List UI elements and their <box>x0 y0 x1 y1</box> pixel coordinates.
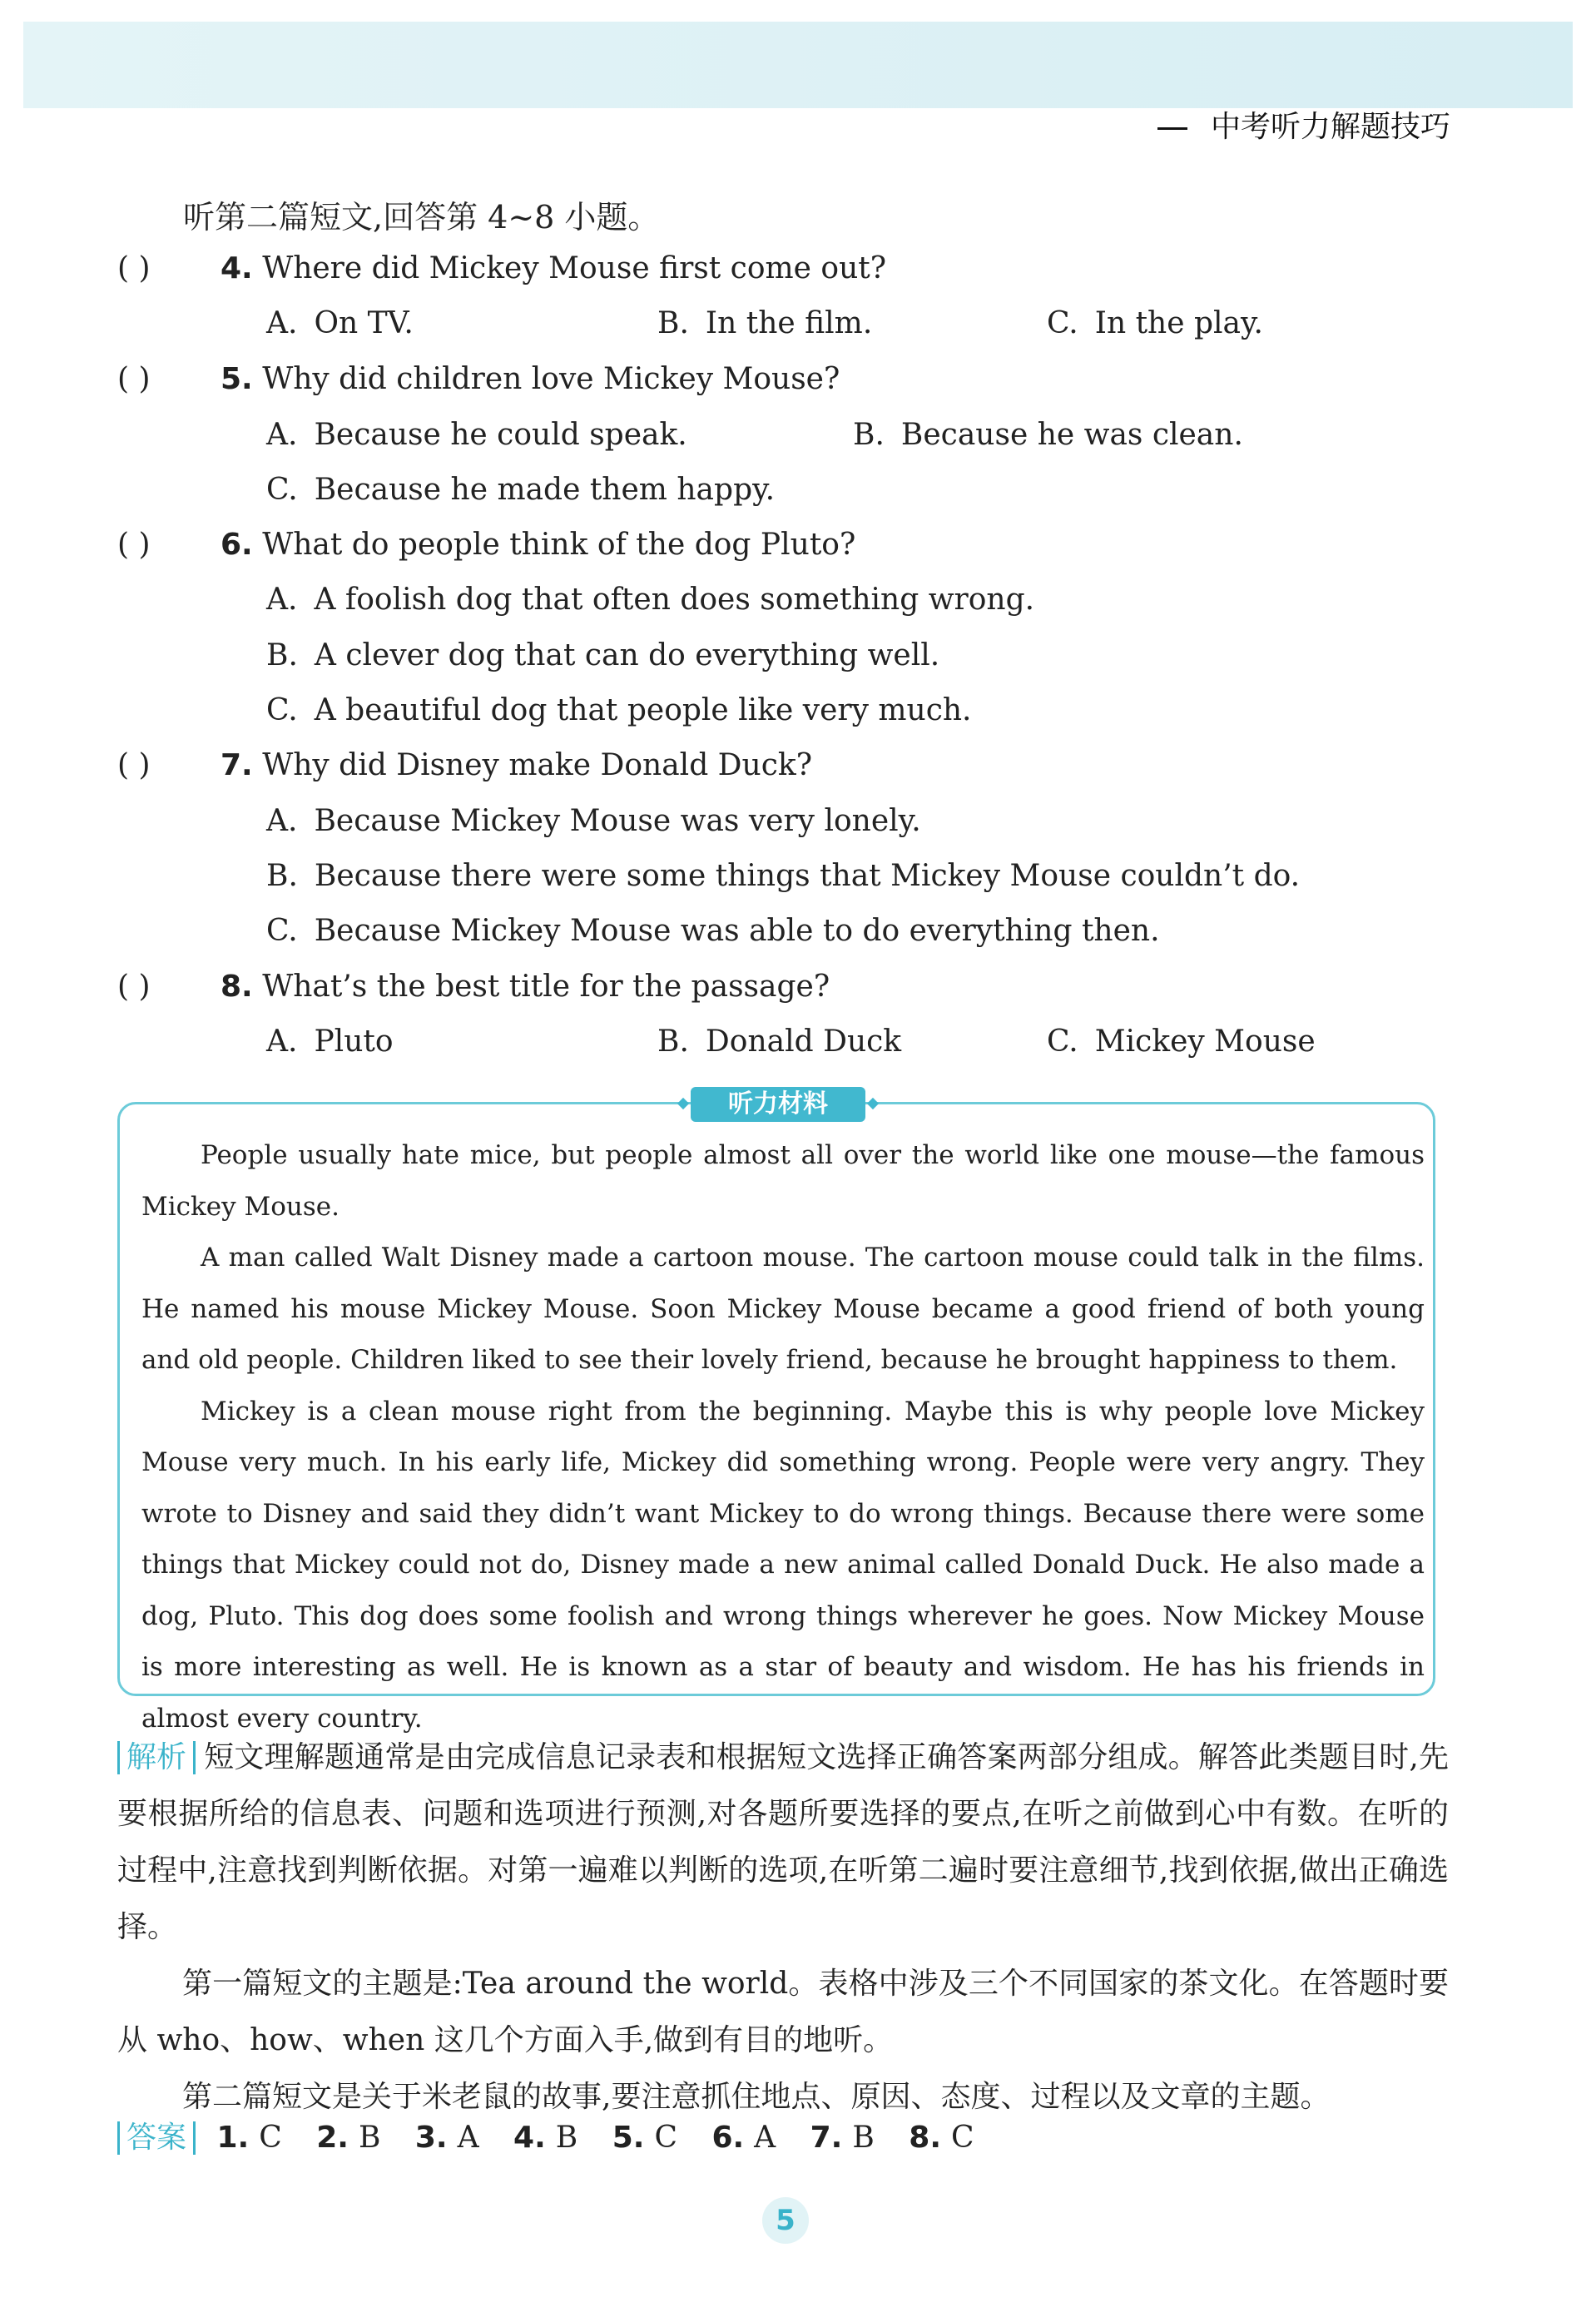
option-4b: B. In the film. <box>657 306 873 340</box>
question-6 <box>221 528 855 562</box>
analysis-tag: 解析 <box>117 1741 196 1774</box>
option-4c: C. In the play. <box>1047 306 1263 340</box>
answer-item: 7. B <box>810 2121 875 2155</box>
option-8a: A. Pluto <box>266 1025 394 1059</box>
answer-key <box>117 2121 999 2155</box>
option-5c: C. Because he made them happy. <box>266 473 776 507</box>
answer-item: 4. B <box>513 2121 578 2155</box>
section-intro: 听第二篇短文,回答第 4~8 小题。 <box>183 199 660 236</box>
question-number: 5. <box>221 362 253 396</box>
answer-item: 3. A <box>414 2121 479 2155</box>
question-text: What’s the best title for the passage? <box>262 970 830 1004</box>
option-6b: B. A clever dog that can do everything well. <box>266 638 940 672</box>
answer-blank[interactable]: ( ) <box>117 970 151 1004</box>
question-text: Where did Mickey Mouse first come out? <box>262 251 887 285</box>
option-8c: C. Mickey Mouse <box>1047 1025 1316 1059</box>
header-title: 中考听力解题技巧 <box>1210 110 1450 144</box>
listening-paragraph: A man called Walt Disney made a cartoon mouse. The cartoon mouse could talk in the films. He named his mouse Mickey Mouse. Soon Mickey Mouse became a good friend of both young and old people. Children liked to see their lovely friend, because he brought happiness to them. <box>141 1243 1425 1375</box>
option-4a: A. On TV. <box>266 306 414 340</box>
answer-blank[interactable]: ( ) <box>117 748 151 782</box>
question-number: 7. <box>221 748 253 782</box>
question-8 <box>221 970 830 1004</box>
option-7b: B. Because there were some things that Mickey Mouse couldn’t do. <box>266 859 1301 893</box>
analysis-paragraph-2: 第一篇短文的主题是:Tea around the world。表格中涉及三个不同国家的茶文化。在答题时要从 who、how、when 这几个方面入手,做到有目的地听。 <box>117 1967 1449 2057</box>
option-6a: A. A foolish dog that often does something wrong. <box>266 583 1035 617</box>
option-7c: C. Because Mickey Mouse was able to do everything then. <box>266 914 1160 948</box>
analysis-paragraph-3: 第二篇短文是关于米老鼠的故事,要注意抓住地点、原因、态度、过程以及文章的主题。 <box>182 2080 1331 2114</box>
answer-item: 5. C <box>612 2121 677 2155</box>
option-8b: B. Donald Duck <box>657 1025 902 1059</box>
question-7 <box>221 748 812 782</box>
page-number: 5 <box>762 2197 809 2244</box>
question-4 <box>221 251 886 285</box>
listening-paragraph: People usually hate mice, but people almost all over the world like one mouse—the famous Mickey Mouse. <box>141 1140 1425 1222</box>
answer-item: 1. C <box>216 2121 282 2155</box>
option-5b: B. Because he was clean. <box>853 418 1243 452</box>
option-6c: C. A beautiful dog that people like very much. <box>266 693 972 727</box>
header-band <box>23 22 1573 108</box>
answer-blank[interactable]: ( ) <box>117 362 151 396</box>
answer-blank[interactable]: ( ) <box>117 528 151 562</box>
answer-item: 2. B <box>316 2121 381 2155</box>
question-number: 8. <box>221 970 253 1004</box>
answer-item: 6. A <box>711 2121 776 2155</box>
question-number: 6. <box>221 528 253 562</box>
section-header <box>1157 103 1450 146</box>
question-text: What do people think of the dog Pluto? <box>262 528 856 562</box>
listening-material-label: 听力材料 <box>691 1087 865 1122</box>
analysis-paragraph-1: 解析 短文理解题通常是由完成信息记录表和根据短文选择正确答案两部分组成。解答此类题目时,先要根据所给的信息表、问题和选项进行预测,对各题所要选择的要点,在听之前做到心中有数。在听的过程中,注意找到判断依据。对第一遍难以判断的选项,在听第二遍时要注意细节,找到依据,做出正确选择。 <box>117 1740 1449 1944</box>
header-dash <box>1157 127 1187 130</box>
listening-paragraph: Mickey is a clean mouse right from the beginning. Maybe this is why people love Mickey Mouse very much. In his early life, Mickey did something wrong. People were very angry. They wrote to Disney and said they didn’t want Mickey to do wrong things. Because there were some things that Mickey could not do, Disney made a new animal called Donald Duck. He also made a dog, Pluto. This dog does some foolish and wrong things wherever he goes. Now Mickey Mouse is more interesting as well. He is known as a star of beauty and wisdom. He has his friends in almost every country. <box>141 1396 1425 1734</box>
listening-material-text <box>141 1130 1425 1744</box>
question-text: Why did Disney make Donald Duck? <box>262 748 813 782</box>
question-text: Why did children love Mickey Mouse? <box>262 362 840 396</box>
analysis-section <box>117 1729 1449 2126</box>
question-5 <box>221 362 840 396</box>
question-number: 4. <box>221 251 253 285</box>
option-7a: A. Because Mickey Mouse was very lonely. <box>266 804 921 838</box>
answer-blank[interactable]: ( ) <box>117 251 151 285</box>
answer-item: 8. C <box>909 2121 974 2155</box>
answer-tag: 答案 <box>117 2121 196 2155</box>
option-5a: A. Because he could speak. <box>266 418 687 452</box>
